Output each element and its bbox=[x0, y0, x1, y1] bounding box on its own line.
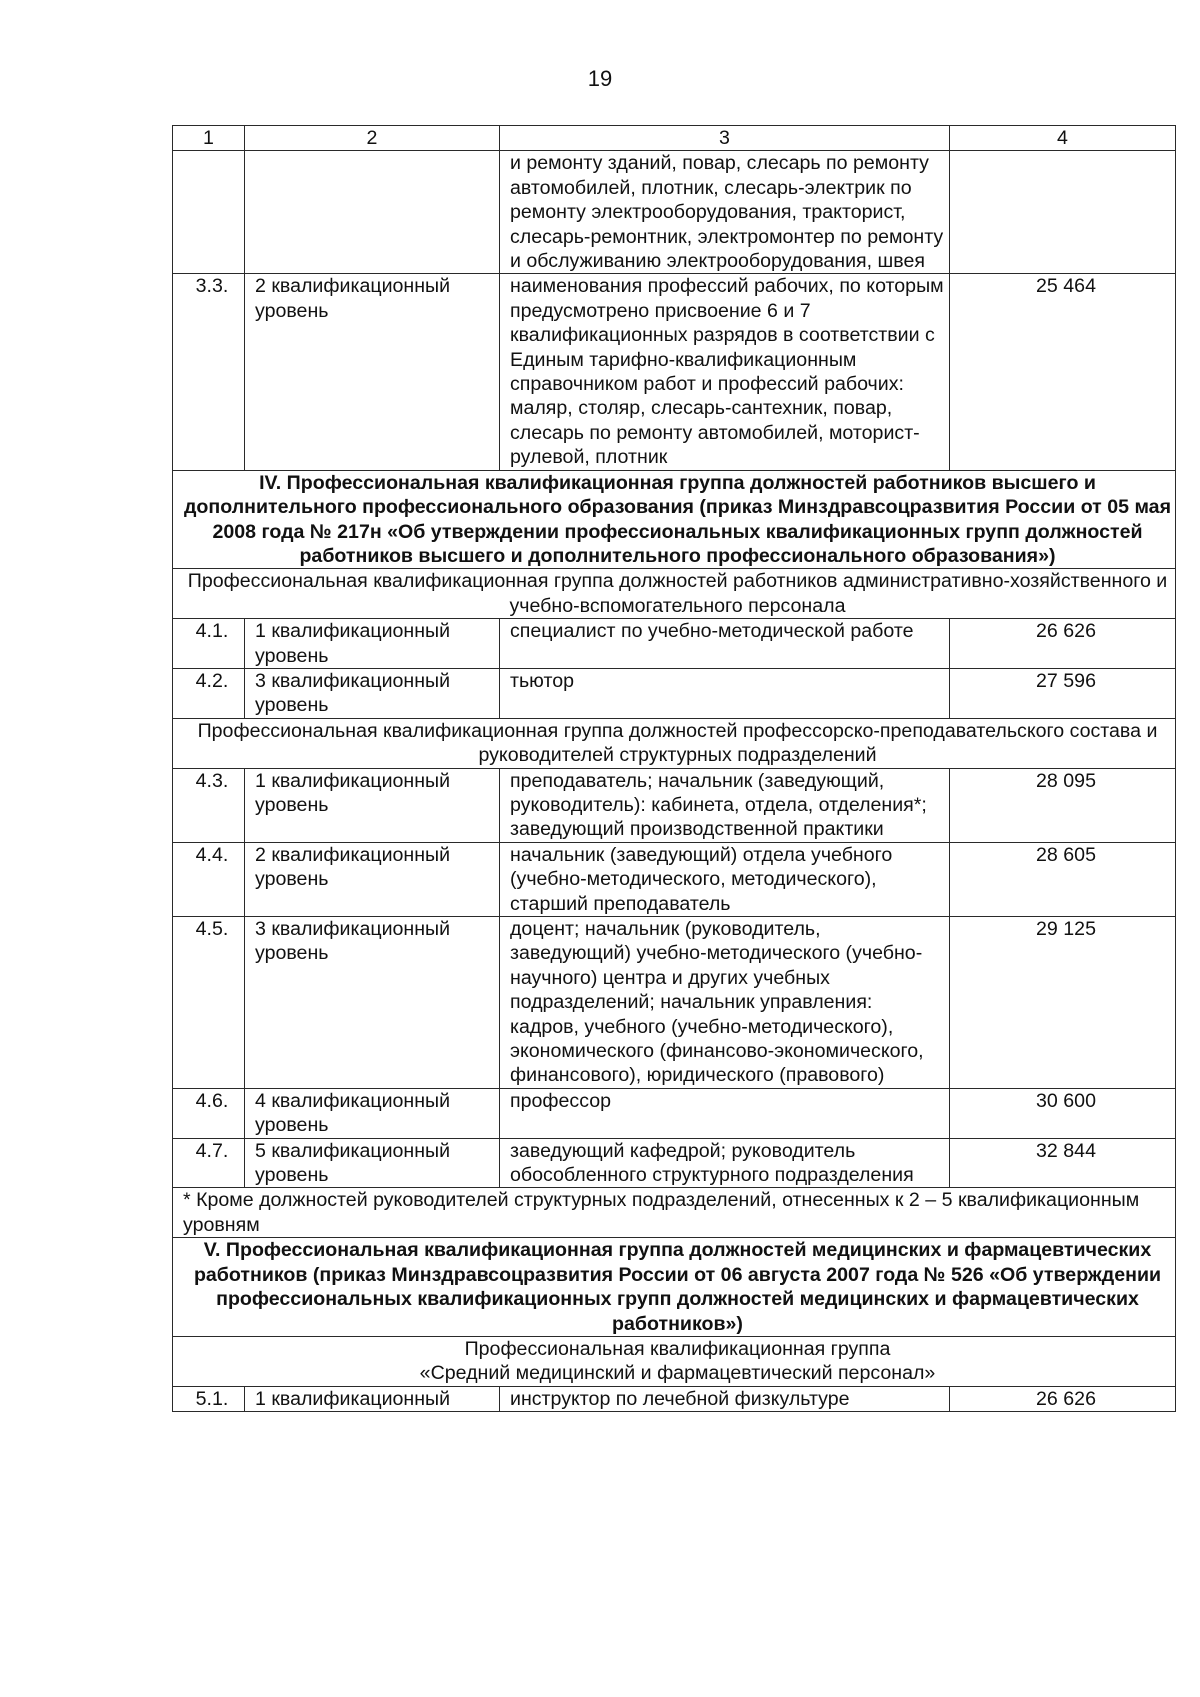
row-salary: 28 095 bbox=[950, 768, 1176, 842]
row-level: 4 квалификационный уровень bbox=[245, 1088, 500, 1138]
row-salary: 26 626 bbox=[950, 619, 1176, 669]
table-row bbox=[173, 274, 1176, 470]
row-description: наименования профессий рабочих, по которым предусмотрено присвоение 6 и 7 квалификационных разрядов в соответствии с Единым тарифно-квалификационным справочником работ и профессий рабочих: маляр, столяр, слесарь-сантехник, повар, слесарь по ремонту автомобилей, моторист-рулевой, плотник bbox=[500, 274, 950, 470]
header-col-1: 1 bbox=[173, 126, 245, 151]
row-salary: 30 600 bbox=[950, 1088, 1176, 1138]
row-level: 1 квалификационный уровень bbox=[245, 768, 500, 842]
row-salary: 32 844 bbox=[950, 1138, 1176, 1188]
row-level: 2 квалификационный уровень bbox=[245, 274, 500, 470]
row-description: начальник (заведующий) отдела учебного (учебно-методического, методического), старший преподаватель bbox=[500, 842, 950, 916]
group-heading-row bbox=[173, 718, 1176, 768]
row-description: преподаватель; начальник (заведующий, руководитель): кабинета, отдела, отделения*; заведующий производственной практики bbox=[500, 768, 950, 842]
row-description: инструктор по лечебной физкультуре bbox=[500, 1386, 950, 1411]
row-number: 4.7. bbox=[173, 1138, 245, 1188]
row-level: 3 квалификационный уровень bbox=[245, 917, 500, 1089]
header-col-3: 3 bbox=[500, 126, 950, 151]
row-salary: 28 605 bbox=[950, 842, 1176, 916]
group-heading-row bbox=[173, 1336, 1176, 1386]
row-salary: 26 626 bbox=[950, 1386, 1176, 1411]
footnote-row bbox=[173, 1188, 1176, 1238]
row-number: 4.5. bbox=[173, 917, 245, 1089]
header-col-4: 4 bbox=[950, 126, 1176, 151]
group-heading-line: Профессиональная квалификационная группа bbox=[464, 1337, 891, 1360]
row-salary: 25 464 bbox=[950, 274, 1176, 470]
group-heading bbox=[173, 1336, 1176, 1386]
row-level bbox=[245, 151, 500, 274]
salary-table bbox=[172, 125, 1176, 1412]
group-heading-row bbox=[173, 569, 1176, 619]
row-number: 4.1. bbox=[173, 619, 245, 669]
row-salary: 29 125 bbox=[950, 917, 1176, 1089]
row-description: тьютор bbox=[500, 668, 950, 718]
row-description: заведующий кафедрой; руководитель обособленного структурного подразделения bbox=[500, 1138, 950, 1188]
table-row bbox=[173, 1138, 1176, 1188]
row-level: 2 квалификационный уровень bbox=[245, 842, 500, 916]
table-row bbox=[173, 917, 1176, 1089]
row-level: 1 квалификационный уровень bbox=[245, 619, 500, 669]
table-row bbox=[173, 619, 1176, 669]
footnote: * Кроме должностей руководителей структурных подразделений, отнесенных к 2 – 5 квалификационным уровням bbox=[173, 1188, 1176, 1238]
table-row bbox=[173, 1088, 1176, 1138]
row-description: и ремонту зданий, повар, слесарь по ремонту автомобилей, плотник, слесарь-электрик по ремонту электрооборудования, тракторист, слесарь-ремонтник, электромонтер по ремонту и обслуживанию электрооборудования, швея bbox=[500, 151, 950, 274]
row-number: 4.4. bbox=[173, 842, 245, 916]
group-heading: Профессиональная квалификационная группа должностей профессорско-преподавательского состава и руководителей структурных подразделений bbox=[173, 718, 1176, 768]
row-level: 3 квалификационный уровень bbox=[245, 668, 500, 718]
table-row bbox=[173, 151, 1176, 274]
row-level: 5 квалификационный уровень bbox=[245, 1138, 500, 1188]
header-col-2: 2 bbox=[245, 126, 500, 151]
section-heading-row bbox=[173, 470, 1176, 569]
table-row bbox=[173, 668, 1176, 718]
row-description: доцент; начальник (руководитель, заведующий) учебно-методического (учебно-научного) центра и других учебных подразделений; начальник управления: кадров, учебного (учебно-методического), экономического (финансово-экономического, финансового), юридического (правового) bbox=[500, 917, 950, 1089]
row-salary: 27 596 bbox=[950, 668, 1176, 718]
row-number bbox=[173, 151, 245, 274]
row-number: 4.2. bbox=[173, 668, 245, 718]
section-v-heading: V. Профессиональная квалификационная группа должностей медицинских и фармацевтических работников (приказ Минздравсоцразвития России от 06 августа 2007 года № 526 «Об утверждении профессиональных квалификационных групп должностей медицинских и фармацевтических работников») bbox=[173, 1238, 1176, 1337]
row-description: специалист по учебно-методической работе bbox=[500, 619, 950, 669]
row-number: 5.1. bbox=[173, 1386, 245, 1411]
row-description: профессор bbox=[500, 1088, 950, 1138]
table-row bbox=[173, 1386, 1176, 1411]
section-iv-heading: IV. Профессиональная квалификационная группа должностей работников высшего и дополнительного профессионального образования (приказ Минздравсоцразвития России от 05 мая 2008 года № 217н «Об утверждении профессиональных квалификационных групп должностей работников высшего и дополнительного профессионального образования») bbox=[173, 470, 1176, 569]
table-row bbox=[173, 768, 1176, 842]
row-number: 3.3. bbox=[173, 274, 245, 470]
page-number: 19 bbox=[587, 66, 613, 91]
group-heading: Профессиональная квалификационная группа должностей работников административно-хозяйственного и учебно-вспомогательного персонала bbox=[173, 569, 1176, 619]
table-header-row bbox=[173, 126, 1176, 151]
row-number: 4.6. bbox=[173, 1088, 245, 1138]
table-row bbox=[173, 842, 1176, 916]
section-heading-row bbox=[173, 1238, 1176, 1337]
row-number: 4.3. bbox=[173, 768, 245, 842]
row-salary bbox=[950, 151, 1176, 274]
group-heading-line: «Средний медицинский и фармацевтический персонал» bbox=[419, 1362, 936, 1385]
row-level: 1 квалификационный bbox=[245, 1386, 500, 1411]
